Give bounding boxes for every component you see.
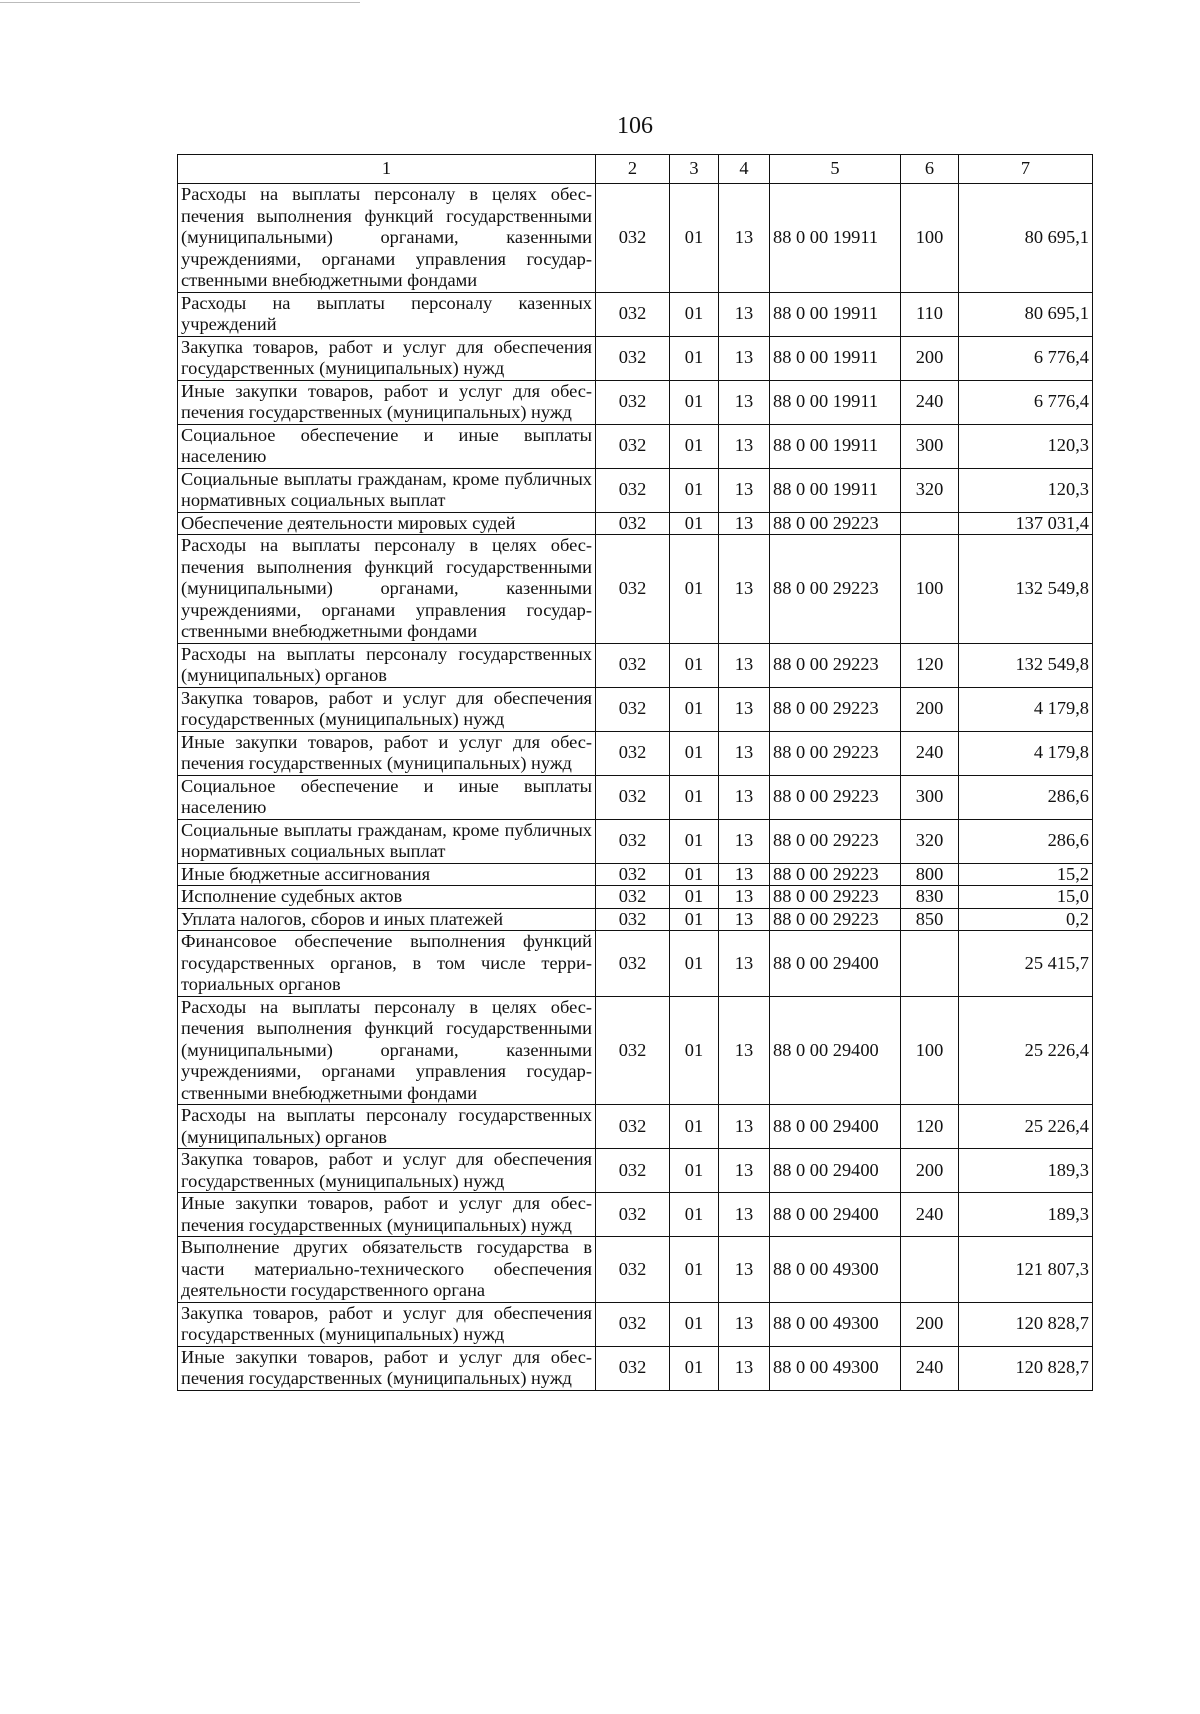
- amount-cell: 132 549,8: [959, 535, 1093, 644]
- target-article-cell: 88 0 00 19911: [770, 292, 901, 336]
- section-code-cell: 01: [670, 775, 719, 819]
- target-article-cell: 88 0 00 29223: [770, 687, 901, 731]
- target-article-cell: 88 0 00 49300: [770, 1237, 901, 1303]
- table-row: [178, 512, 1093, 535]
- table-row: [178, 1302, 1093, 1346]
- expense-type-cell: 240: [901, 380, 959, 424]
- amount-cell: 120 828,7: [959, 1346, 1093, 1390]
- ministry-code-cell: 032: [596, 1302, 670, 1346]
- table-row: [178, 1149, 1093, 1193]
- subsection-code-cell: 13: [719, 908, 770, 931]
- target-article-cell: 88 0 00 29223: [770, 535, 901, 644]
- expense-name-cell: Расходы на выплаты персоналу государственных (муниципальных) органов: [178, 1105, 596, 1149]
- table-row: [178, 468, 1093, 512]
- amount-cell: 132 549,8: [959, 643, 1093, 687]
- subsection-code-cell: 13: [719, 996, 770, 1105]
- section-code-cell: 01: [670, 380, 719, 424]
- amount-cell: 189,3: [959, 1193, 1093, 1237]
- target-article-cell: 88 0 00 29223: [770, 819, 901, 863]
- expense-name-cell: Закупка товаров, работ и услуг для обеспечения государственных (муниципальных) нужд: [178, 1149, 596, 1193]
- header-cell-3: 3: [670, 155, 719, 184]
- ministry-code-cell: 032: [596, 996, 670, 1105]
- section-code-cell: 01: [670, 1193, 719, 1237]
- ministry-code-cell: 032: [596, 775, 670, 819]
- scan-edge-line: [0, 2, 360, 3]
- ministry-code-cell: 032: [596, 1346, 670, 1390]
- target-article-cell: 88 0 00 19911: [770, 184, 901, 293]
- ministry-code-cell: 032: [596, 535, 670, 644]
- amount-cell: 286,6: [959, 819, 1093, 863]
- ministry-code-cell: 032: [596, 512, 670, 535]
- amount-cell: 0,2: [959, 908, 1093, 931]
- ministry-code-cell: 032: [596, 1149, 670, 1193]
- ministry-code-cell: 032: [596, 424, 670, 468]
- target-article-cell: 88 0 00 29223: [770, 775, 901, 819]
- amount-cell: 15,2: [959, 863, 1093, 886]
- table-row: [178, 535, 1093, 644]
- section-code-cell: 01: [670, 1105, 719, 1149]
- table-row: [178, 886, 1093, 909]
- expense-type-cell: 100: [901, 535, 959, 644]
- subsection-code-cell: 13: [719, 1149, 770, 1193]
- expense-type-cell: 800: [901, 863, 959, 886]
- ministry-code-cell: 032: [596, 468, 670, 512]
- ministry-code-cell: 032: [596, 292, 670, 336]
- target-article-cell: 88 0 00 29223: [770, 886, 901, 909]
- expense-name-cell: Расходы на выплаты персоналу в целях обеспечения выполнения функций государственными (муниципальными) органами, казенными учреждениями, органами управления государственными внебюджетными фондами: [178, 184, 596, 293]
- expense-name-cell: Иные бюджетные ассигнования: [178, 863, 596, 886]
- ministry-code-cell: 032: [596, 336, 670, 380]
- ministry-code-cell: 032: [596, 1237, 670, 1303]
- header-cell-6: 6: [901, 155, 959, 184]
- amount-cell: 25 226,4: [959, 1105, 1093, 1149]
- expense-name-cell: Иные закупки товаров, работ и услуг для обеспечения государственных (муниципальных) нужд: [178, 731, 596, 775]
- expense-name-cell: Расходы на выплаты персоналу казенных учреждений: [178, 292, 596, 336]
- amount-cell: 25 415,7: [959, 931, 1093, 997]
- subsection-code-cell: 13: [719, 643, 770, 687]
- amount-cell: 120 828,7: [959, 1302, 1093, 1346]
- expense-type-cell: 120: [901, 1105, 959, 1149]
- section-code-cell: 01: [670, 819, 719, 863]
- expense-type-cell: [901, 512, 959, 535]
- header-cell-7: 7: [959, 155, 1093, 184]
- expense-name-cell: Расходы на выплаты персоналу в целях обеспечения выполнения функций государственными (муниципальными) органами, казенными учреждениями, органами управления государственными внебюджетными фондами: [178, 535, 596, 644]
- expense-name-cell: Финансовое обеспечение выполнения функций государственных органов, в том числе территориальных органов: [178, 931, 596, 997]
- expense-type-cell: [901, 1237, 959, 1303]
- expense-type-cell: 850: [901, 908, 959, 931]
- table-row: [178, 819, 1093, 863]
- ministry-code-cell: 032: [596, 731, 670, 775]
- expense-type-cell: 240: [901, 1346, 959, 1390]
- expense-name-cell: Иные закупки товаров, работ и услуг для обеспечения государственных (муниципальных) нужд: [178, 1346, 596, 1390]
- amount-cell: 121 807,3: [959, 1237, 1093, 1303]
- subsection-code-cell: 13: [719, 1346, 770, 1390]
- table-row: [178, 643, 1093, 687]
- ministry-code-cell: 032: [596, 380, 670, 424]
- subsection-code-cell: 13: [719, 468, 770, 512]
- section-code-cell: 01: [670, 886, 719, 909]
- expense-type-cell: 100: [901, 184, 959, 293]
- expense-type-cell: 300: [901, 424, 959, 468]
- section-code-cell: 01: [670, 908, 719, 931]
- expense-name-cell: Обеспечение деятельности мировых судей: [178, 512, 596, 535]
- table-row: [178, 380, 1093, 424]
- subsection-code-cell: 13: [719, 424, 770, 468]
- section-code-cell: 01: [670, 1302, 719, 1346]
- expense-type-cell: 320: [901, 468, 959, 512]
- section-code-cell: 01: [670, 292, 719, 336]
- page-number: 106: [617, 113, 653, 139]
- section-code-cell: 01: [670, 535, 719, 644]
- expense-name-cell: Социальные выплаты гражданам, кроме публичных нормативных социальных выплат: [178, 819, 596, 863]
- subsection-code-cell: 13: [719, 731, 770, 775]
- expense-type-cell: 120: [901, 643, 959, 687]
- section-code-cell: 01: [670, 1149, 719, 1193]
- amount-cell: 25 226,4: [959, 996, 1093, 1105]
- expense-type-cell: 200: [901, 1302, 959, 1346]
- expense-type-cell: [901, 931, 959, 997]
- expense-name-cell: Исполнение судебных актов: [178, 886, 596, 909]
- subsection-code-cell: 13: [719, 292, 770, 336]
- subsection-code-cell: 13: [719, 512, 770, 535]
- section-code-cell: 01: [670, 184, 719, 293]
- ministry-code-cell: 032: [596, 687, 670, 731]
- amount-cell: 286,6: [959, 775, 1093, 819]
- table-row: [178, 687, 1093, 731]
- expense-name-cell: Выполнение других обязательств государства в части материально-технического обеспечения деятельности государственного органа: [178, 1237, 596, 1303]
- header-cell-4: 4: [719, 155, 770, 184]
- table-row: [178, 336, 1093, 380]
- header-row: [178, 155, 1093, 184]
- subsection-code-cell: 13: [719, 1237, 770, 1303]
- amount-cell: 4 179,8: [959, 731, 1093, 775]
- target-article-cell: 88 0 00 19911: [770, 380, 901, 424]
- section-code-cell: 01: [670, 424, 719, 468]
- subsection-code-cell: 13: [719, 336, 770, 380]
- expense-name-cell: Уплата налогов, сборов и иных платежей: [178, 908, 596, 931]
- target-article-cell: 88 0 00 49300: [770, 1302, 901, 1346]
- budget-table: [177, 154, 1093, 1391]
- section-code-cell: 01: [670, 931, 719, 997]
- header-cell-2: 2: [596, 155, 670, 184]
- subsection-code-cell: 13: [719, 819, 770, 863]
- amount-cell: 80 695,1: [959, 184, 1093, 293]
- subsection-code-cell: 13: [719, 535, 770, 644]
- target-article-cell: 88 0 00 29223: [770, 863, 901, 886]
- target-article-cell: 88 0 00 49300: [770, 1346, 901, 1390]
- section-code-cell: 01: [670, 687, 719, 731]
- expense-name-cell: Социальные выплаты гражданам, кроме публичных нормативных социальных выплат: [178, 468, 596, 512]
- expense-name-cell: Закупка товаров, работ и услуг для обеспечения государственных (муниципальных) нужд: [178, 336, 596, 380]
- expense-type-cell: 200: [901, 687, 959, 731]
- ministry-code-cell: 032: [596, 1105, 670, 1149]
- ministry-code-cell: 032: [596, 931, 670, 997]
- expense-name-cell: Социальное обеспечение и иные выплаты населению: [178, 424, 596, 468]
- section-code-cell: 01: [670, 1346, 719, 1390]
- target-article-cell: 88 0 00 29223: [770, 908, 901, 931]
- amount-cell: 15,0: [959, 886, 1093, 909]
- subsection-code-cell: 13: [719, 1193, 770, 1237]
- table-row: [178, 1193, 1093, 1237]
- table-row: [178, 775, 1093, 819]
- expense-type-cell: 240: [901, 1193, 959, 1237]
- ministry-code-cell: 032: [596, 819, 670, 863]
- expense-name-cell: Расходы на выплаты персоналу государственных (муниципальных) органов: [178, 643, 596, 687]
- section-code-cell: 01: [670, 468, 719, 512]
- subsection-code-cell: 13: [719, 1105, 770, 1149]
- target-article-cell: 88 0 00 29223: [770, 643, 901, 687]
- target-article-cell: 88 0 00 29223: [770, 512, 901, 535]
- expense-type-cell: 830: [901, 886, 959, 909]
- amount-cell: 4 179,8: [959, 687, 1093, 731]
- ministry-code-cell: 032: [596, 886, 670, 909]
- expense-name-cell: Закупка товаров, работ и услуг для обеспечения государственных (муниципальных) нужд: [178, 687, 596, 731]
- subsection-code-cell: 13: [719, 184, 770, 293]
- target-article-cell: 88 0 00 29400: [770, 1193, 901, 1237]
- amount-cell: 120,3: [959, 424, 1093, 468]
- expense-type-cell: 320: [901, 819, 959, 863]
- table-row: [178, 292, 1093, 336]
- expense-type-cell: 100: [901, 996, 959, 1105]
- table-row: [178, 863, 1093, 886]
- amount-cell: 6 776,4: [959, 380, 1093, 424]
- amount-cell: 189,3: [959, 1149, 1093, 1193]
- section-code-cell: 01: [670, 863, 719, 886]
- amount-cell: 137 031,4: [959, 512, 1093, 535]
- target-article-cell: 88 0 00 29400: [770, 1105, 901, 1149]
- expense-type-cell: 200: [901, 336, 959, 380]
- subsection-code-cell: 13: [719, 1302, 770, 1346]
- subsection-code-cell: 13: [719, 863, 770, 886]
- header-cell-5: 5: [770, 155, 901, 184]
- target-article-cell: 88 0 00 29400: [770, 1149, 901, 1193]
- ministry-code-cell: 032: [596, 863, 670, 886]
- subsection-code-cell: 13: [719, 687, 770, 731]
- amount-cell: 80 695,1: [959, 292, 1093, 336]
- amount-cell: 120,3: [959, 468, 1093, 512]
- expense-type-cell: 110: [901, 292, 959, 336]
- expense-type-cell: 300: [901, 775, 959, 819]
- expense-name-cell: Социальное обеспечение и иные выплаты населению: [178, 775, 596, 819]
- target-article-cell: 88 0 00 29223: [770, 731, 901, 775]
- ministry-code-cell: 032: [596, 184, 670, 293]
- section-code-cell: 01: [670, 336, 719, 380]
- ministry-code-cell: 032: [596, 908, 670, 931]
- subsection-code-cell: 13: [719, 931, 770, 997]
- expense-name-cell: Иные закупки товаров, работ и услуг для обеспечения государственных (муниципальных) нужд: [178, 1193, 596, 1237]
- section-code-cell: 01: [670, 1237, 719, 1303]
- section-code-cell: 01: [670, 512, 719, 535]
- section-code-cell: 01: [670, 643, 719, 687]
- section-code-cell: 01: [670, 731, 719, 775]
- table-row: [178, 931, 1093, 997]
- expense-name-cell: Расходы на выплаты персоналу в целях обеспечения выполнения функций государственными (муниципальными) органами, казенными учреждениями, органами управления государственными внебюджетными фондами: [178, 996, 596, 1105]
- target-article-cell: 88 0 00 29400: [770, 996, 901, 1105]
- table-row: [178, 184, 1093, 293]
- subsection-code-cell: 13: [719, 886, 770, 909]
- target-article-cell: 88 0 00 19911: [770, 468, 901, 512]
- target-article-cell: 88 0 00 29400: [770, 931, 901, 997]
- subsection-code-cell: 13: [719, 775, 770, 819]
- table-row: [178, 908, 1093, 931]
- table-row: [178, 731, 1093, 775]
- expense-type-cell: 240: [901, 731, 959, 775]
- header-cell-1: 1: [178, 155, 596, 184]
- ministry-code-cell: 032: [596, 643, 670, 687]
- expense-name-cell: Закупка товаров, работ и услуг для обеспечения государственных (муниципальных) нужд: [178, 1302, 596, 1346]
- section-code-cell: 01: [670, 996, 719, 1105]
- target-article-cell: 88 0 00 19911: [770, 424, 901, 468]
- table-row: [178, 1346, 1093, 1390]
- expense-type-cell: 200: [901, 1149, 959, 1193]
- expense-name-cell: Иные закупки товаров, работ и услуг для обеспечения государственных (муниципальных) нужд: [178, 380, 596, 424]
- table-row: [178, 1105, 1093, 1149]
- table-row: [178, 996, 1093, 1105]
- table-row: [178, 424, 1093, 468]
- subsection-code-cell: 13: [719, 380, 770, 424]
- table-row: [178, 1237, 1093, 1303]
- target-article-cell: 88 0 00 19911: [770, 336, 901, 380]
- amount-cell: 6 776,4: [959, 336, 1093, 380]
- ministry-code-cell: 032: [596, 1193, 670, 1237]
